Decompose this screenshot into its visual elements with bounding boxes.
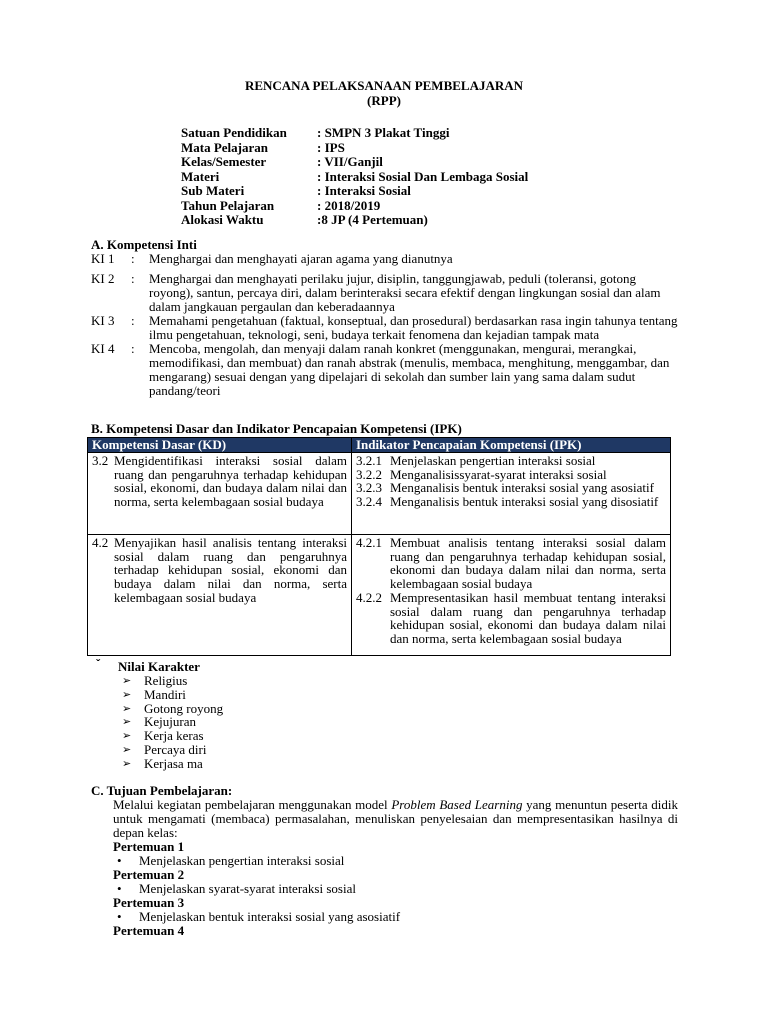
section-b-heading: B. Kompetensi Dasar dan Indikator Pencapaian Kompetensi (IPK): [91, 421, 462, 436]
meeting-objective: [113, 854, 678, 868]
ipk-number: 3.2.3: [356, 480, 382, 496]
section-a-heading: A. Kompetensi Inti: [91, 237, 197, 252]
nilai-item-label: Kejujuran: [144, 714, 196, 730]
ki-code: KI 3: [91, 313, 115, 328]
ipk-text: Mempresentasikan hasil membuat tentang interaksi sosial dalam ruang dan pengaruhnya terhadap kehidupan sosial, ekonomi dan budaya dalam nilai dan norma, serta kelembagaan sosial budaya: [390, 589, 666, 646]
ipk-number: 4.2.2: [356, 589, 382, 605]
identity-label: Satuan Pendidikan: [181, 125, 287, 140]
kd-item: [92, 454, 347, 509]
ki-item: [91, 272, 681, 314]
nilai-item: [122, 702, 223, 716]
nilai-item: [122, 688, 223, 702]
ki-text: Menghargai dan menghayati perilaku jujur, disiplin, tanggungjawab, peduli (toleransi, gotong royong), santun, percaya diri, dalam berinteraksi secara efektif dengan lingkungan sosial dan alam dalam jangkauan pergaulan dan keberadaannya: [149, 271, 661, 314]
ki-code: KI 1: [91, 251, 115, 266]
section-c-heading: C. Tujuan Pembelajaran:: [91, 783, 233, 798]
ki-text: Menghargai dan menghayati ajaran agama yang dianutnya: [149, 251, 453, 266]
nilai-item: [122, 757, 223, 771]
ki-colon: :: [131, 251, 135, 266]
ki-colon: :: [131, 313, 135, 328]
identity-value: : Interaksi Sosial Dan Lembaga Sosial: [317, 168, 529, 184]
bullet-dot-icon: •: [117, 853, 122, 868]
nilai-item: [122, 729, 223, 743]
meeting-title: Pertemuan 3: [113, 895, 185, 910]
ki-text: Mencoba, mengolah, dan menyaji dalam ranah konkret (menggunakan, mengurai, merangkai, memodifikasi, dan membuat) dan ranah abstrak (menulis, membaca, menghitung, menggambar, dan mengarang) sesuai dengan yang dipelajari di sekolah dan sumber lain yang sama dalam sudut pandang/teori: [149, 341, 670, 398]
identity-row: [181, 155, 528, 170]
ki-colon: :: [131, 341, 135, 356]
table-row: [88, 535, 671, 656]
arrow-bullet-icon: ➢: [122, 674, 132, 687]
meeting-title: Pertemuan 4: [113, 923, 185, 938]
ipk-number: 3.2.2: [356, 466, 382, 482]
meeting-title: Pertemuan 1: [113, 839, 185, 854]
nilai-karakter-heading: Nilai Karakter: [118, 659, 200, 674]
identity-label: Kelas/Semester: [181, 154, 267, 169]
ki-code: KI 4: [91, 341, 115, 356]
identity-value: : SMPN 3 Plakat Tinggi: [317, 125, 450, 140]
table-row: [88, 453, 671, 535]
ipk-item: [356, 495, 666, 509]
ipk-item: [356, 536, 666, 591]
identity-label: Alokasi Waktu: [181, 212, 264, 227]
identity-value: : Interaksi Sosial: [317, 183, 411, 198]
identity-row: [181, 184, 528, 199]
nilai-item-label: Gotong royong: [144, 700, 224, 716]
bullet-dot-icon: •: [117, 881, 122, 896]
ipk-text: Membuat analisis tentang interaksi sosial dalam ruang dan pengaruhnya terhadap kehidupan sosial, ekonomi dan budaya dalam nilai dan norma, serta kelembagaan sosial budaya: [390, 535, 666, 592]
ki-item: [91, 252, 681, 266]
ki-item: [91, 314, 681, 342]
identity-value: : IPS: [317, 139, 345, 155]
ipk-item: [356, 468, 666, 482]
kd-number: 4.2: [92, 535, 109, 550]
tujuan-pembelajaran: [113, 798, 678, 938]
nilai-item-label: Percaya diri: [144, 741, 207, 757]
kd-number: 3.2: [92, 453, 109, 468]
meeting-title: Pertemuan 2: [113, 867, 185, 882]
identity-row: [181, 170, 528, 185]
identity-row: [181, 199, 528, 214]
identity-row: [181, 141, 528, 156]
identity-value: : 2018/2019: [317, 197, 381, 213]
identity-label: Tahun Pelajaran: [181, 197, 275, 213]
nilai-item-label: Mandiri: [144, 686, 186, 702]
identity-label: Materi: [181, 168, 220, 184]
intro-text-end: yang menuntun peserta didik untuk mengamati (membaca) permasalahan, menuliskan penyelesaian dan mempresentasikan hasilnya di depan kelas:: [113, 797, 678, 840]
ipk-cell: [352, 535, 671, 656]
identity-label: Mata Pelajaran: [181, 139, 269, 155]
ipk-item: [356, 591, 666, 646]
kompetensi-inti-list: [91, 252, 681, 398]
nilai-item: [122, 715, 223, 729]
column-header-ipk: Indikator Pencapaian Kompetensi (IPK): [352, 438, 671, 453]
ipk-text: Menganalisis bentuk interaksi sosial yang disosiatif: [390, 494, 659, 510]
nilai-karakter: [96, 656, 224, 771]
ipk-number: 4.2.1: [356, 535, 382, 550]
kd-item: [92, 536, 347, 605]
meeting-objective-text: Menjelaskan pengertian interaksi sosial: [139, 853, 345, 868]
kd-cell: [88, 453, 352, 535]
arrow-bullet-icon: ➢: [122, 687, 132, 701]
arrow-bullet-icon: ➢: [122, 715, 132, 729]
kd-text: Menyajikan hasil analisis tentang interaksi sosial dalam ruang dan pengaruhnya terhadap kehidupan sosial, ekonomi dan budaya dalam nilai dan norma, serta kelembagaan sosial budaya: [114, 535, 347, 605]
ipk-number: 3.2.1: [356, 453, 382, 468]
identity-block: [181, 126, 528, 228]
nilai-karakter-heading-row: [96, 656, 223, 674]
tujuan-intro: [113, 798, 678, 840]
arrow-bullet-icon: ➢: [122, 729, 132, 743]
identity-value: : VII/Ganjil: [317, 154, 383, 169]
nilai-item-label: Kerja keras: [144, 728, 204, 744]
meeting-objective: [113, 910, 678, 924]
identity-value: :8 JP (4 Pertemuan): [317, 212, 428, 227]
arrow-bullet-icon: ➢: [122, 701, 132, 715]
document-subtitle: (RPP): [367, 93, 401, 108]
ipk-text: Menganalisissyarat-syarat interaksi sosial: [390, 466, 607, 482]
arrow-bullet-icon: ➢: [122, 756, 132, 770]
meeting-objective-text: Menjelaskan syarat-syarat interaksi sosial: [139, 881, 356, 896]
meeting-objective: [113, 882, 678, 896]
nilai-item: [122, 743, 223, 757]
ipk-text: Menganalisis bentuk interaksi sosial yang asosiatif: [390, 480, 654, 496]
kd-ipk-table: [87, 437, 671, 656]
ki-text: Memahami pengetahuan (faktual, konseptual, dan prosedural) berdasarkan rasa ingin tahunya tentang ilmu pengetahuan, teknologi, seni, budaya terkait fenomena dan kejadian tampak mata: [149, 313, 678, 342]
ipk-item: [356, 481, 666, 495]
ki-code: KI 2: [91, 271, 115, 286]
kd-cell: [88, 535, 352, 656]
ipk-text: Menjelaskan pengertian interaksi sosial: [390, 453, 596, 468]
intro-text-start: Melalui kegiatan pembelajaran menggunakan model: [113, 797, 392, 812]
document-title: RENCANA PELAKSANAAN PEMBELAJARAN: [244, 78, 524, 93]
column-header-kd: Kompetensi Dasar (KD): [88, 438, 352, 453]
kd-text: Mengidentifikasi interaksi sosial dalam ruang dan pengaruhnya terhadap kehidupan sosial, ekonomi, dan budaya dalam nilai dan norma, serta kelembagaan sosial budaya: [114, 453, 347, 510]
check-mark-icon: ˇ: [96, 656, 101, 671]
nilai-item-label: Religius: [144, 673, 188, 688]
ki-item: [91, 342, 681, 398]
ipk-number: 3.2.4: [356, 494, 382, 510]
nilai-karakter-list: [96, 674, 223, 771]
intro-model-name: Problem Based Learning: [391, 797, 523, 812]
meetings-list: [113, 840, 678, 938]
identity-label: Sub Materi: [181, 183, 245, 198]
arrow-bullet-icon: ➢: [122, 742, 132, 756]
meeting-objective-text: Menjelaskan bentuk interaksi sosial yang asosiatif: [139, 909, 401, 924]
ipk-item: [356, 454, 666, 468]
nilai-item-label: Kerjasa ma: [144, 755, 203, 771]
bullet-dot-icon: •: [117, 909, 122, 924]
ki-colon: :: [131, 271, 135, 286]
identity-row: [181, 126, 528, 141]
identity-row: [181, 213, 528, 228]
ipk-cell: [352, 453, 671, 535]
nilai-item: [122, 674, 223, 688]
